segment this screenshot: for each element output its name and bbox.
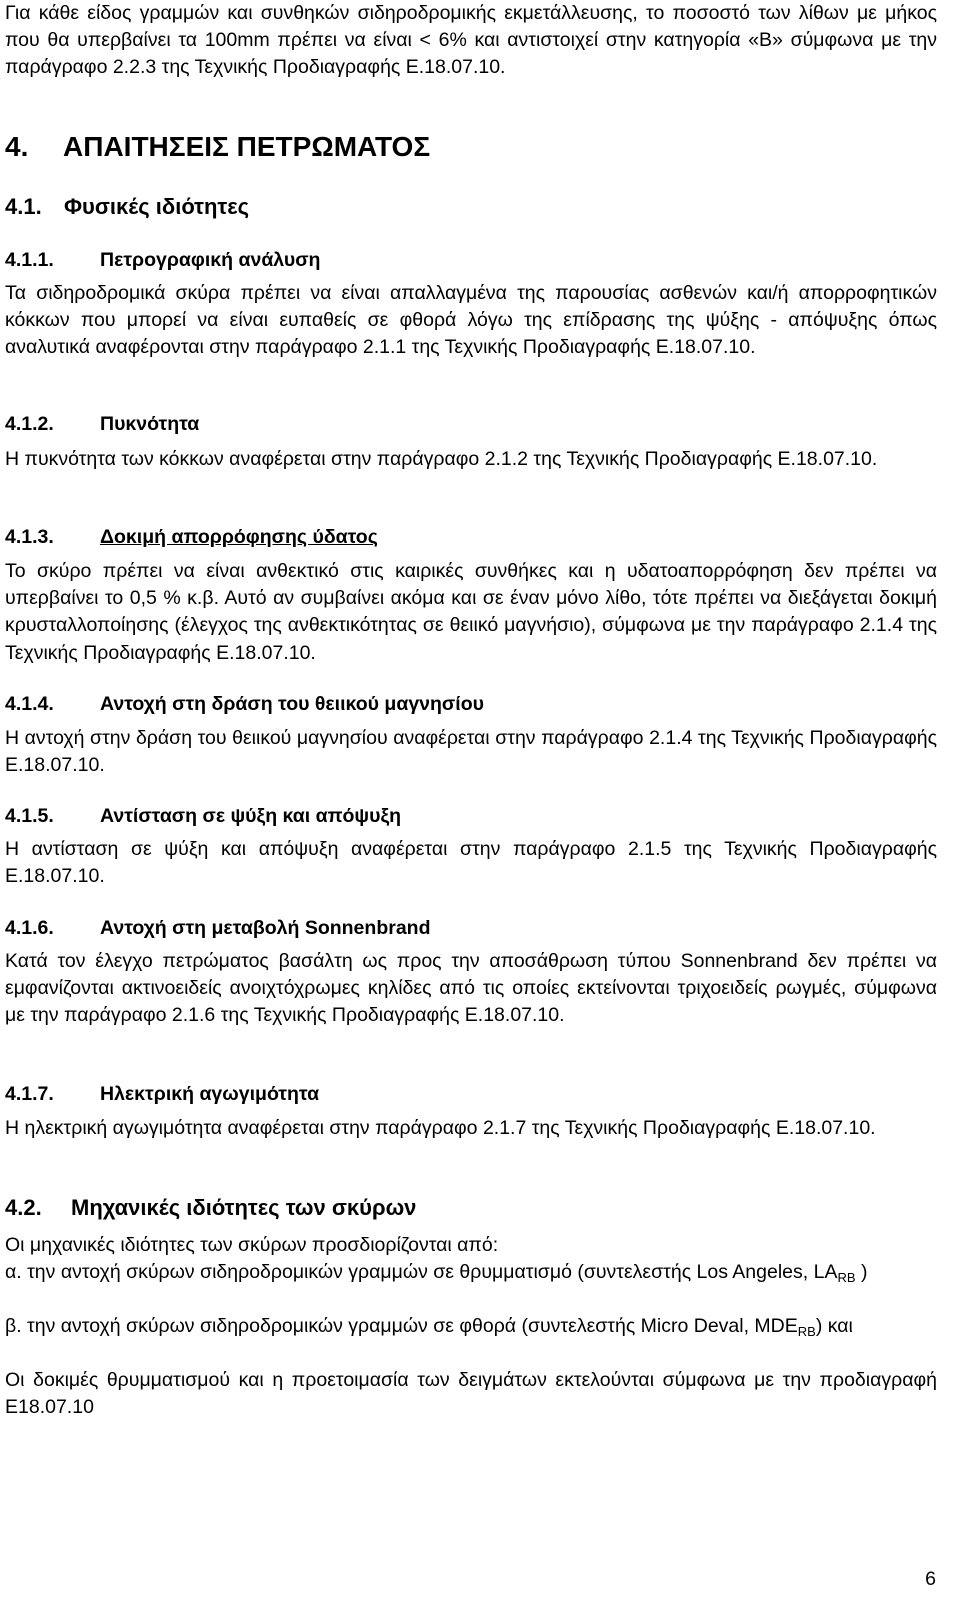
section-4-1-2-heading	[5, 411, 199, 437]
section-title: Πετρογραφική ανάλυση	[100, 249, 321, 271]
item-tail: ) και	[815, 1315, 853, 1337]
section-4-2-closing: Οι δοκιμές θρυμματισμού και η προετοιμασία των δειγμάτων εκτελούνται σύμφωνα με την προδιαγραφή Ε18.07.10	[5, 1369, 937, 1419]
section-number: 4.2.	[5, 1195, 42, 1220]
section-number: 4.1.1.	[5, 249, 54, 271]
section-title: Αντοχή στη δράση του θειικού μαγνησίου	[100, 693, 484, 715]
section-4-1-2-body: Η πυκνότητα των κόκκων αναφέρεται στην παράγραφο 2.1.2 της Τεχνικής Προδιαγραφής Ε.18.07.10.	[5, 448, 878, 470]
item-subscript: RB	[797, 1324, 816, 1339]
section-4-2-heading	[5, 1194, 416, 1222]
section-4-1-4-body: Η αντοχή στην δράση του θειικού μαγνησίου αναφέρεται στην παράγραφο 2.1.4 της Τεχνικής Προδιαγραφής Ε.18.07.10.	[5, 727, 937, 777]
section-title: Αντίσταση σε ψύξη και απόψυξη	[100, 805, 402, 827]
section-title: Αντοχή στη μεταβολή Sonnenbrand	[100, 917, 431, 939]
section-4-1-7-heading	[5, 1081, 319, 1107]
section-4-1-6-body: Κατά τον έλεγχο πετρώματος βασάλτη ως προς την αποσάθρωση τύπου Sonnenbrand δεν πρέπει να εμφανίζονται ακτινοειδείς ανοιχτόχρωμες κηλίδες από τις οποίες εκτείνονται τριχοειδείς ρωγμές, σύμφωνα με την παράγραφο 2.1.6 της Τεχνικής Προδιαγραφής Ε.18.07.10.	[5, 950, 937, 1027]
intro-paragraph: Για κάθε είδος γραμμών και συνθηκών σιδηροδρομικής εκμετάλλευσης, το ποσοστό των λίθων με μήκος που θα υπερβαίνει τα 100mm πρέπει να είναι < 6% και αντιστοιχεί στην κατηγορία «Β» σύμφωνα με την παράγραφο 2.2.3 της Τεχνικής Προδιαγραφής Ε.18.07.10.	[5, 2, 937, 79]
section-title: Φυσικές ιδιότητες	[64, 194, 250, 219]
section-4-1-heading	[5, 193, 249, 221]
item-text: α. την αντοχή σκύρων σιδηροδρομικών γραμμών σε θρυμματισμό (συντελεστής Los Angeles, LA	[5, 1261, 838, 1283]
section-4-2-lead: Οι μηχανικές ιδιότητες των σκύρων προσδιορίζονται από:	[5, 1234, 499, 1256]
section-title: Ηλεκτρική αγωγιμότητα	[100, 1083, 320, 1105]
section-number: 4.	[5, 131, 29, 162]
item-text: β. την αντοχή σκύρων σιδηροδρομικών γραμμών σε φθορά (συντελεστής Micro Deval, MDE	[5, 1315, 798, 1337]
section-4-1-4-heading	[5, 691, 484, 717]
section-4-1-3-heading	[5, 524, 378, 550]
section-4-1-5-heading	[5, 803, 401, 829]
section-number: 4.1.4.	[5, 693, 54, 715]
section-4-2-item-b	[5, 1313, 937, 1340]
section-title: Δοκιμή απορρόφησης ύδατος	[100, 526, 378, 548]
section-number: 4.1.6.	[5, 917, 54, 939]
section-4-2-item-a	[5, 1259, 937, 1286]
section-4-heading	[5, 131, 430, 163]
page-number: 6	[925, 1568, 936, 1590]
section-4-1-7-body: Η ηλεκτρική αγωγιμότητα αναφέρεται στην παράγραφο 2.1.7 της Τεχνικής Προδιαγραφής Ε.18.07.10.	[5, 1117, 876, 1139]
section-number: 4.1.3.	[5, 526, 54, 548]
section-number: 4.1.7.	[5, 1083, 54, 1105]
item-subscript: RB	[837, 1270, 856, 1285]
section-4-1-6-heading	[5, 915, 430, 941]
section-title: ΑΠΑΙΤΗΣΕΙΣ ΠΕΤΡΩΜΑΤΟΣ	[63, 131, 431, 162]
section-4-1-1-heading	[5, 247, 320, 273]
section-title: Μηχανικές ιδιότητες των σκύρων	[71, 1195, 417, 1220]
section-4-1-1-body: Τα σιδηροδρομικά σκύρα πρέπει να είναι απαλλαγμένα της παρουσίας ασθενών και/ή απορροφητικών κόκκων που μπορεί να είναι ευπαθείς σε φθορά λόγω της επίδρασης της ψύξης - απόψυξης όπως αναλυτικά αναφέρονται στην παράγραφο 2.1.1 της Τεχνικής Προδιαγραφής Ε.18.07.10.	[5, 282, 937, 359]
section-number: 4.1.5.	[5, 805, 54, 827]
section-4-1-5-body: Η αντίσταση σε ψύξη και απόψυξη αναφέρεται στην παράγραφο 2.1.5 της Τεχνικής Προδιαγραφής Ε.18.07.10.	[5, 838, 937, 888]
item-tail: )	[855, 1261, 868, 1283]
section-number: 4.1.2.	[5, 413, 54, 435]
section-4-1-3-body: Το σκύρο πρέπει να είναι ανθεκτικό στις καιρικές συνθήκες και η υδατοαπορρόφηση δεν πρέπει να υπερβαίνει το 0,5 % κ.β. Αυτό αν συμβαίνει ακόμα και σε έναν μόνο λίθο, τότε πρέπει να διεξάγεται δοκιμή κρυσταλλοποίησης (έλεγχος της ανθεκτικότητας σε θειικό μαγνήσιο), σύμφωνα με την παράγραφο 2.1.4 της Τεχνικής Προδιαγραφής Ε.18.07.10.	[5, 560, 937, 664]
section-title: Πυκνότητα	[100, 413, 200, 435]
section-number: 4.1.	[5, 194, 42, 219]
